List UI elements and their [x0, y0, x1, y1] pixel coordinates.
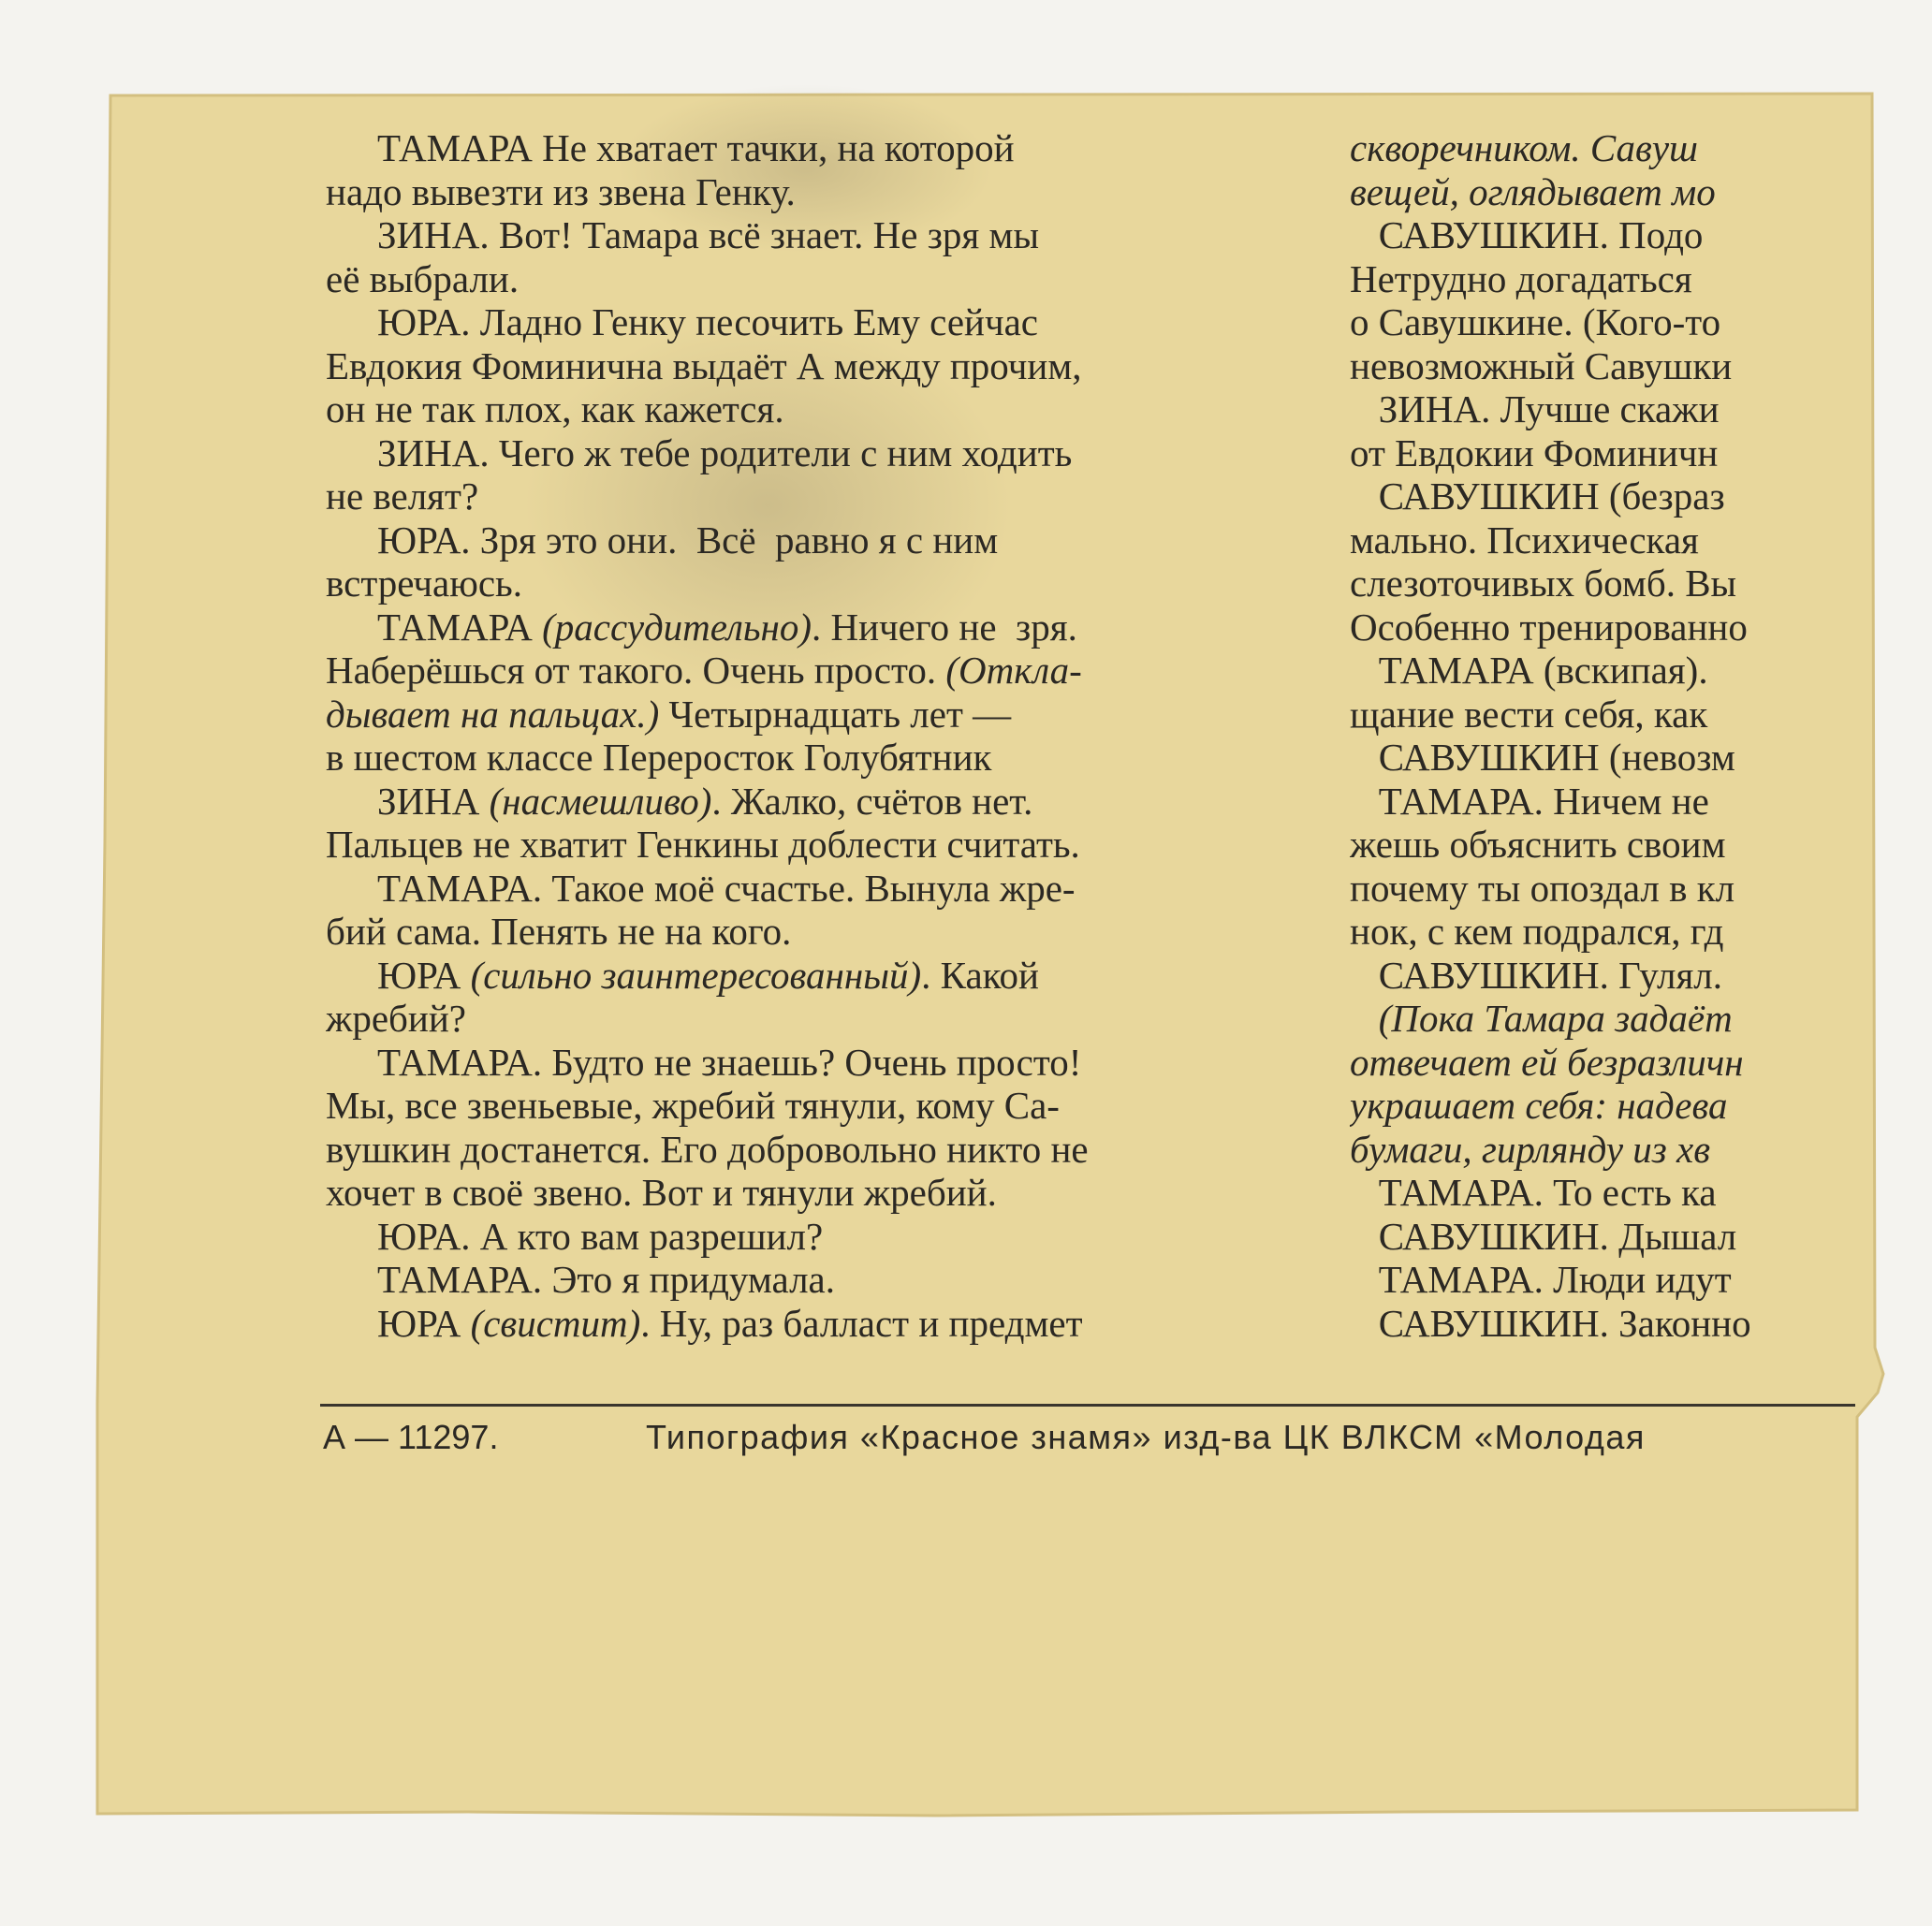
stage-direction: (Откла- — [945, 649, 1082, 692]
dialogue-line: САВУШКИН (невозм — [1350, 736, 1735, 779]
dialogue-line: жребий? — [326, 997, 466, 1040]
stage-direction: (насмешливо) — [489, 779, 712, 823]
dialogue-line: он не так плох, как кажется. — [326, 387, 784, 430]
dialogue-line: ТАМАРА Не хватает тачки, на которой — [377, 126, 1015, 169]
dialogue-line: ЮРА (сильно заинтересованный). Какой — [377, 953, 1039, 997]
right-column — [1350, 126, 1855, 1376]
dialogue-line: почему ты опоздал в кл — [1350, 866, 1735, 910]
dialogue-line: ТАМАРА. Ничем не — [1350, 779, 1709, 823]
dialogue-line: хочет в своё звено. Вот и тянули жребий. — [326, 1171, 997, 1214]
imprint-footer — [323, 1418, 1858, 1465]
dialogue-line: ТАМАРА (вскипая). — [1350, 649, 1708, 692]
stage-direction: (рассудительно) — [542, 605, 812, 649]
dialogue-line: ЮРА. Зря это они. Всё равно я с ним — [377, 518, 999, 562]
dialogue-line: ТАМАРА. Будто не знаешь? Очень просто! — [377, 1040, 1082, 1084]
dialogue-line: не велят? — [326, 474, 479, 518]
dialogue-line: щание вести себя, как — [1350, 692, 1708, 736]
dialogue-line: ТАМАРА. То есть ка — [1350, 1171, 1717, 1214]
dialogue-line: надо вывезти из звена Генку. — [326, 169, 796, 213]
dialogue-line: от Евдокии Фоминичн — [1350, 430, 1719, 474]
dialogue-line: Нетрудно догадаться — [1350, 256, 1692, 300]
dialogue-line: отвечает ей безразличн — [1350, 1040, 1744, 1084]
dialogue-line: ТАМАРА (рассудительно). Ничего не зря. — [377, 605, 1077, 649]
dialogue-line: встречаюсь. — [326, 562, 523, 605]
dialogue-line: ЗИНА. Лучше скажи — [1350, 387, 1720, 430]
dialogue-line: нок, с кем подрался, гд — [1350, 910, 1724, 953]
dialogue-line: скворечником. Савуш — [1350, 126, 1698, 169]
dialogue-line: бий сама. Пенять не на кого. — [326, 910, 792, 953]
dialogue-line: САВУШКИН. Гулял. — [1350, 953, 1723, 997]
order-number: А — 11297. — [323, 1418, 499, 1456]
dialogue-line: её выбрали. — [326, 256, 520, 300]
dialogue-line: Евдокия Фоминична выдаёт А между прочим, — [326, 343, 1082, 387]
dialogue-line: ЮРА. А кто вам разрешил? — [377, 1214, 824, 1258]
dialogue-line: бумаги, гирлянду из хв — [1350, 1127, 1711, 1171]
dialogue-line: САВУШКИН. Подо — [1350, 213, 1704, 256]
left-column — [326, 126, 1318, 1357]
dialogue-line: САВУШКИН. Законно — [1350, 1301, 1751, 1345]
dialogue-line: ТАМАРА. Это я придумала. — [377, 1258, 835, 1301]
dialogue-line: жешь объяснить своим — [1350, 823, 1726, 866]
dialogue-line: невозможный Савушки — [1350, 343, 1733, 387]
dialogue-line: слезоточивых бомб. Вы — [1350, 562, 1737, 605]
dialogue-line: о Савушкине. (Кого-то — [1350, 300, 1721, 343]
dialogue-line: мально. Психическая — [1350, 518, 1699, 562]
dialogue-line: ТАМАРА. Люди идут — [1350, 1258, 1732, 1301]
stage-direction: (сильно заинтересованный) — [470, 953, 922, 997]
dialogue-line: вещей, оглядывает мо — [1350, 169, 1716, 213]
dialogue-line: ЗИНА. Вот! Тамара всё знает. Не зря мы — [377, 213, 1040, 256]
dialogue-line: Мы, все звеньевые, жребий тянули, кому Са- — [326, 1084, 1060, 1127]
dialogue-line: ЗИНА (насмешливо). Жалко, счётов нет. — [377, 779, 1033, 823]
dialogue-line: Наберёшься от такого. Очень просто. (Откла- — [326, 649, 1082, 692]
dialogue-line: украшает себя: надева — [1350, 1084, 1728, 1127]
dialogue-line: Особенно тренированно — [1350, 605, 1748, 649]
stage-direction: (свистит) — [470, 1301, 641, 1345]
dialogue-line: дывает на пальцах.) Четырнадцать лет — — [326, 692, 1012, 736]
dialogue-line: Пальцев не хватит Генкины доблести считать. — [326, 823, 1080, 866]
dialogue-line: (Пока Тамара задаёт — [1350, 997, 1733, 1040]
stage-direction: дывает на пальцах.) — [326, 692, 660, 736]
dialogue-line: САВУШКИН. Дышал — [1350, 1214, 1737, 1258]
dialogue-line: ЗИНА. Чего ж тебе родители с ним ходить — [377, 430, 1073, 474]
dialogue-line: ТАМАРА. Такое моё счастье. Вынула жре- — [377, 866, 1076, 910]
footer-rule — [320, 1404, 1855, 1407]
dialogue-line: вушкин достанется. Его добровольно никто не — [326, 1127, 1089, 1171]
dialogue-line: САВУШКИН (безраз — [1350, 474, 1725, 518]
printing-house-imprint: Типография «Красное знамя» изд-ва ЦК ВЛКСМ «Молодая — [646, 1418, 1646, 1456]
dialogue-line: ЮРА. Ладно Генку песочить Ему сейчас — [377, 300, 1038, 343]
dialogue-line: в шестом классе Переросток Голубятник — [326, 736, 992, 779]
dialogue-line: ЮРА (свистит). Ну, раз балласт и предмет — [377, 1301, 1083, 1345]
